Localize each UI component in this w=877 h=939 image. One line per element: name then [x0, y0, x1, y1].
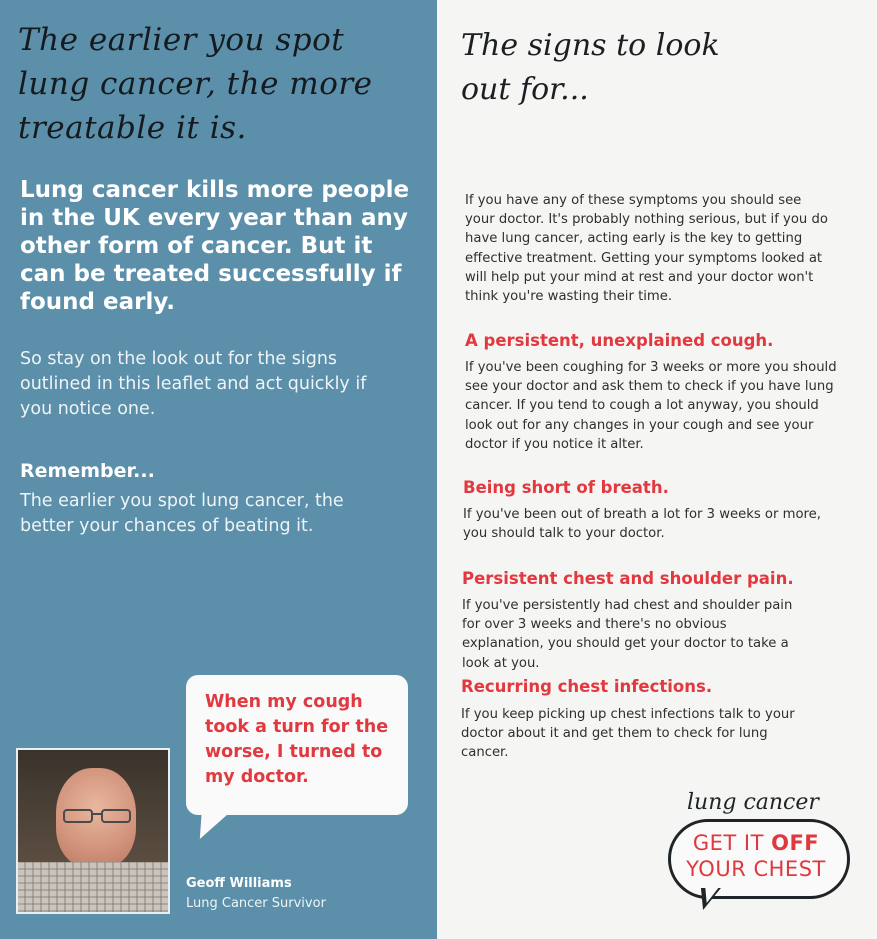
logo-top-text: lung cancer [687, 790, 819, 815]
survivor-photo [16, 748, 170, 914]
symptom-text: If you keep picking up chest infections talk to your doctor about it and get them to check for lung cancer. [461, 707, 795, 761]
symptom-text: If you've been out of breath a lot for 3 weeks or more, you should talk to your doctor. [463, 507, 821, 542]
remember-heading: Remember... [20, 460, 155, 482]
logo-line-1b: OFF [771, 831, 820, 855]
person-role: Lung Cancer Survivor [186, 896, 326, 911]
logo-tail-inner [703, 888, 719, 903]
logo-line-1 [668, 831, 844, 855]
symptom-heading: Persistent chest and shoulder pain. [462, 569, 794, 588]
logo-line-2: YOUR CHEST [686, 857, 826, 881]
right-headline: The signs to look out for... [461, 28, 720, 107]
symptom-text: If you've been coughing for 3 weeks or more you should see your doctor and ask them to check if you have lung cancer. If you tend to cough a lot anyway, you should look out for any changes in your cough and see your doctor if you notice it alter. [465, 360, 837, 452]
shirt-shape [18, 862, 168, 912]
symptom-heading: Recurring chest infections. [461, 677, 713, 696]
quote-text: When my cough took a turn for the worse, I turned to my doctor. [205, 692, 389, 787]
logo-line-1a: GET IT [692, 831, 772, 855]
symptom-heading: Being short of breath. [463, 478, 669, 497]
right-panel [437, 0, 877, 939]
intro-paragraph: If you have any of these symptoms you should see your doctor. It's probably nothing serious, but if you do have lung cancer, acting early is the key to getting effective treatment. Getting your symptoms looked at will help put your mind at rest and your doctor won't think you're wasting their time. [465, 193, 828, 305]
symptom-heading: A persistent, unexplained cough. [465, 331, 774, 350]
person-name: Geoff Williams [186, 876, 292, 891]
lead-paragraph: Lung cancer kills more people in the UK every year than any other form of cancer. But it can be treated successfully if found early. [20, 177, 410, 315]
left-headline: The earlier you spot lung cancer, the more treatable it is. [18, 22, 373, 146]
glasses-icon [62, 808, 132, 824]
body-paragraph: So stay on the look out for the signs outlined in this leaflet and act quickly if you notice one. [20, 349, 367, 419]
symptom-text: If you've persistently had chest and shoulder pain for over 3 weeks and there's no obvious explanation, you should get your doctor to take a look at you. [462, 598, 793, 671]
left-panel [0, 0, 437, 939]
remember-text: The earlier you spot lung cancer, the better your chances of beating it. [20, 491, 344, 536]
